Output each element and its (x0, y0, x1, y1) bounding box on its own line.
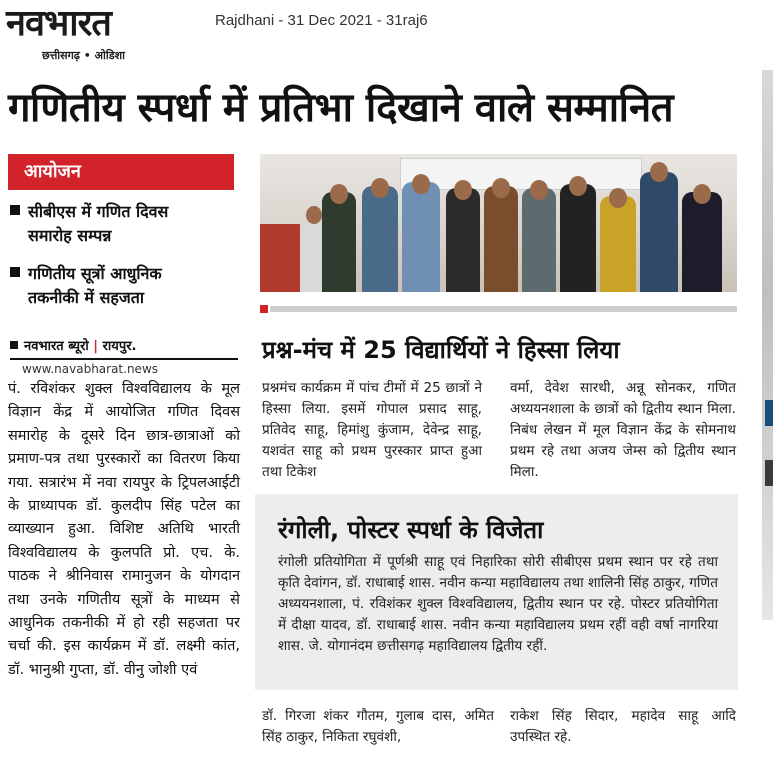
rangoli-text: रंगोली प्रतियोगिता में पूर्णश्री साहू एवं निहारिका सोरी सीबीएस प्रथम स्थान पर रहे तथा कृति देवांगन, डॉ. राधाबाई शास. नवीन कन्या महाविद्यालय तथा शालिनी सिंह ठाकुर, गणित अध्ययनशाला, पं. रविशंकर शुक्ल विश्वविद्यालय, द्वितीय स्थान पर रहे. पोस्टर प्रतियोगिता में दीक्षा यादव, डॉ. राधाबाई शास. नवीन कन्या महाविद्यालय प्रथम रहीं वही वर्षा नागरिया शास. जे. योगानंदम छत्तीसगढ़ महाविद्यालय द्वितीय रहीं. (278, 554, 718, 654)
edition-regions: छत्तीसगढ़ • ओडिशा (42, 49, 125, 62)
bullet-square-icon (10, 205, 20, 215)
highlight-bullet (10, 262, 238, 310)
adjacent-page-strip (762, 70, 773, 620)
accent-red-rule (260, 305, 268, 313)
grey-rule (270, 306, 737, 312)
highlight-bullet (10, 200, 238, 248)
quiz-subheading: प्रश्न-मंच में 25 विद्यार्थियों ने हिस्सा लिया (262, 336, 620, 364)
main-headline: गणितीय स्पर्धा में प्रतिभा दिखाने वाले सम्मानित (8, 85, 674, 131)
quiz-text-col2: वर्मा, देवेश सारथी, अन्नू सोनकर, गणित अध्ययनशाला के छात्रों को द्वितीय स्थान मिला. निबंध लेखन में मूल विज्ञान केंद्र के सोमनाथ प्रथम रहे तथा अजय जेम्स को द्वितीय स्थान मिला. (510, 380, 736, 480)
closing-text-col2: राकेश सिंह सिदार, महादेव साहू आदि उपस्थित रहे. (510, 708, 736, 745)
closing-text-col1: डॉ. गिरजा शंकर गौतम, गुलाब दास, अमित सिंह ठाकुर, निकिता रघुवंशी, (262, 708, 494, 745)
award-ceremony-photo (260, 154, 737, 292)
bureau-name: नवभारत ब्यूरो (24, 339, 89, 354)
bullet-square-icon (10, 267, 20, 277)
section-tag: आयोजन (8, 154, 234, 190)
newspaper-logo: नवभारत (6, 3, 111, 44)
dateline-city: रायपुर. (102, 339, 137, 354)
byline-square-icon (10, 341, 18, 349)
website-link[interactable]: www.navabharat.news (22, 362, 159, 376)
issue-line: Rajdhani - 31 Dec 2021 - 31raj6 (215, 12, 428, 29)
byline: नवभारत ब्यूरो | रायपुर. (10, 336, 238, 360)
lead-article-text: पं. रविशंकर शुक्ल विश्वविद्यालय के मूल विज्ञान केंद्र में आयोजित गणित दिवस समारोह के दूसरे दिन छात्र-छात्राओं को प्रमाण-पत्र तथा पुरस्कारों का वितरण किया गया. सत्रारंभ में नवा रायपुर के ट्रिपलआईटी के प्राध्यापक डॉ. कुलदीप सिंह पटेल का व्याख्यान हुआ. विशिष्ट अतिथि भारती विश्वविद्यालय के कुलपति प्रो. एच. के. पाठक ने श्रीनिवास रामानुजन के योगदान तथा उनके गणितीय सूत्रों के माध्यम से आधुनिक तकनीकी में हो रही सहजता पर चर्चा की. इस कार्यक्रम में डॉ. लक्ष्मी कांत, डॉ. भानुश्री गुप्ता, डॉ. वीनु जोशी एवं (8, 381, 240, 678)
bullet-line: तकनीकी में सहजता (28, 288, 145, 307)
bullet-line: समारोह सम्पन्न (28, 226, 112, 245)
bullet-line: सीबीएस में गणित दिवस (28, 202, 169, 221)
flower-decoration (260, 224, 300, 292)
quiz-text-col1: प्रश्नमंच कार्यक्रम में पांच टीमों में 25 छात्रों ने हिस्सा लिया. इसमें गोपाल प्रसाद साहू, प्रतिवेद साहू, हिमांशु कुंजाम, देवेन्द्र साहू, यशवंत साहू को प्रथम पुरस्कार प्राप्त हुआ तथा टिकेश (262, 380, 482, 480)
rangoli-subheading: रंगोली, पोस्टर स्पर्धा के विजेता (278, 516, 544, 544)
bullet-line: गणितीय सूत्रों आधुनिक (28, 264, 162, 283)
